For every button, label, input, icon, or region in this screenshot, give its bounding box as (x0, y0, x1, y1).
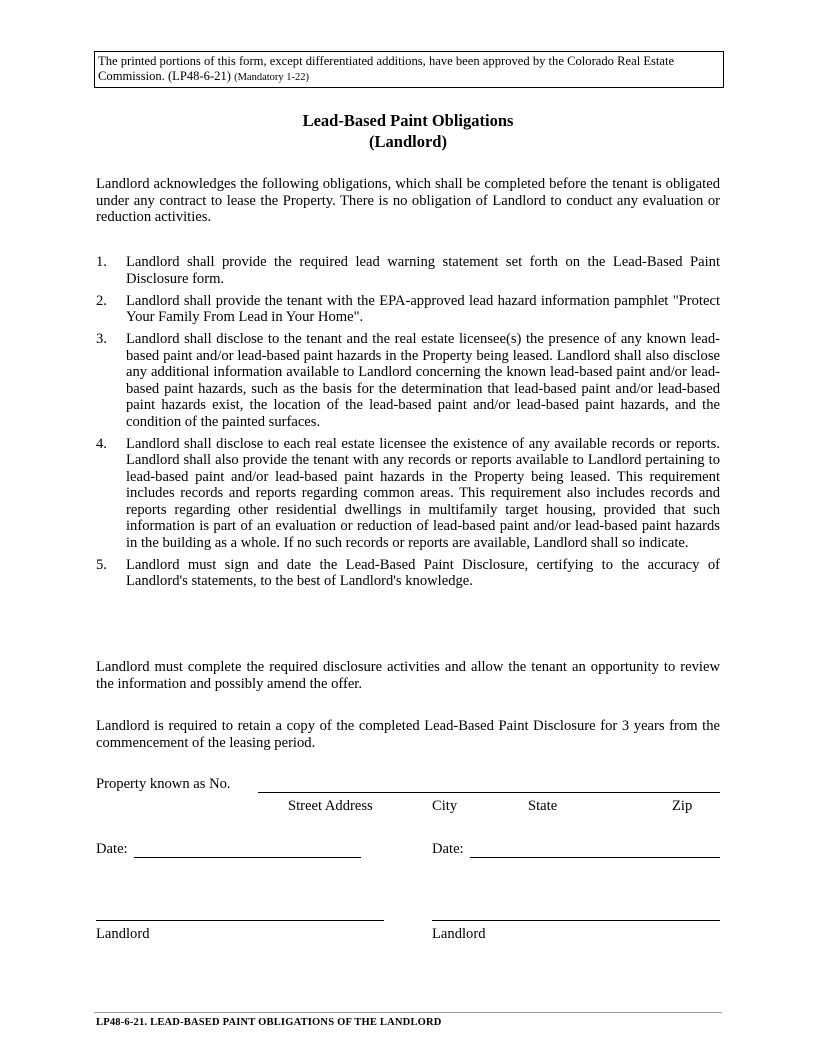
landlord-signature-line-right[interactable] (432, 920, 720, 921)
date-field-left[interactable] (134, 857, 361, 858)
obligations-list (96, 254, 720, 595)
date-label-right: Date: (432, 841, 464, 857)
form-footer: LP48-6-21. LEAD-BASED PAINT OBLIGATIONS OF THE LANDLORD (96, 1017, 442, 1028)
date-label-left: Date: (96, 841, 128, 857)
obligation-number: 2. (96, 292, 107, 309)
document-subtitle: (Landlord) (369, 132, 447, 151)
obligation-item-5 (96, 557, 720, 590)
obligation-number: 3. (96, 331, 107, 347)
approval-notice-box (94, 51, 724, 88)
property-address-field[interactable] (258, 792, 720, 793)
landlord-label-right: Landlord (432, 926, 486, 942)
obligation-item-2 (96, 293, 720, 326)
obligation-number: 1. (96, 254, 107, 270)
retain-copy-paragraph: Landlord is required to retain a copy of the completed Lead-Based Paint Disclosure for 3 years from the commencement of the leasing period. (96, 718, 720, 751)
city-caption: City (432, 798, 458, 814)
obligation-text: Landlord must sign and date the Lead-Based Paint Disclosure, certifying to the accuracy of Landlord's statements, to the best of Landlord's knowledge. (126, 556, 720, 589)
intro-paragraph: Landlord acknowledges the following obligations, which shall be completed before the tenant is obligated under any contract to lease the Property. There is no obligation of Landlord to conduct any evaluation or reduction activities. (96, 176, 720, 225)
mandatory-note: (Mandatory 1-22) (234, 72, 310, 83)
property-label: Property known as No. (96, 776, 231, 792)
obligation-text: Landlord shall provide the tenant with the EPA-approved lead hazard information pamphlet "Protect Your Family From Lead in Your Home". (126, 292, 720, 325)
street-address-caption: Street Address (288, 798, 373, 814)
footer-divider (94, 1012, 722, 1013)
obligation-text: Landlord shall disclose to each real estate licensee the existence of any available records or reports. Landlord shall also provide the tenant with any records or reports available to Landlord pertaining to lead-based paint and/or lead-based paint hazards in the Property being leased. This requirement includes records and reports regarding common areas. This requirement also includes records and reports regarding other residential dwellings in multifamily target housing, provided that such information is part of an evaluation or reduction of lead-based paint and/or lead-based paint hazards in the building as a whole. If no such records or reports are available, Landlord shall so indicate. (126, 435, 720, 551)
zip-caption: Zip (672, 798, 693, 814)
obligation-item-1 (96, 254, 720, 287)
document-title: Lead-Based Paint Obligations (302, 111, 514, 130)
obligation-number: 4. (96, 435, 107, 452)
landlord-signature-line-left[interactable] (96, 920, 384, 921)
obligation-item-3 (96, 331, 720, 430)
obligation-number: 5. (96, 556, 107, 573)
state-caption: State (528, 798, 558, 814)
obligation-text: Landlord shall provide the required lead warning statement set forth on the Lead-Based Paint Disclosure form. (126, 254, 720, 287)
date-field-right[interactable] (470, 857, 720, 858)
approval-notice-text: The printed portions of this form, except differentiated additions, have been approved by the Colorado Real Estate Commission. (LP48-6-21) (98, 54, 675, 83)
obligation-item-4 (96, 436, 720, 552)
obligation-text: Landlord shall disclose to the tenant and the real estate licensee(s) the presence of any known lead-based paint and/or lead-based paint hazards in the Property being leased. Landlord shall also disclose any additional information available to Landlord concerning the known lead-based paint and/or lead-based paint hazards, such as the basis for the determination that lead-based paint and/or lead-based paint hazards exist, the location of the lead-based paint and/or lead-based paint hazards, and the condition of the painted surfaces. (126, 331, 720, 430)
landlord-label-left: Landlord (96, 926, 150, 942)
complete-disclosure-paragraph: Landlord must complete the required disclosure activities and allow the tenant an opportunity to review the information and possibly amend the offer. (96, 659, 720, 692)
